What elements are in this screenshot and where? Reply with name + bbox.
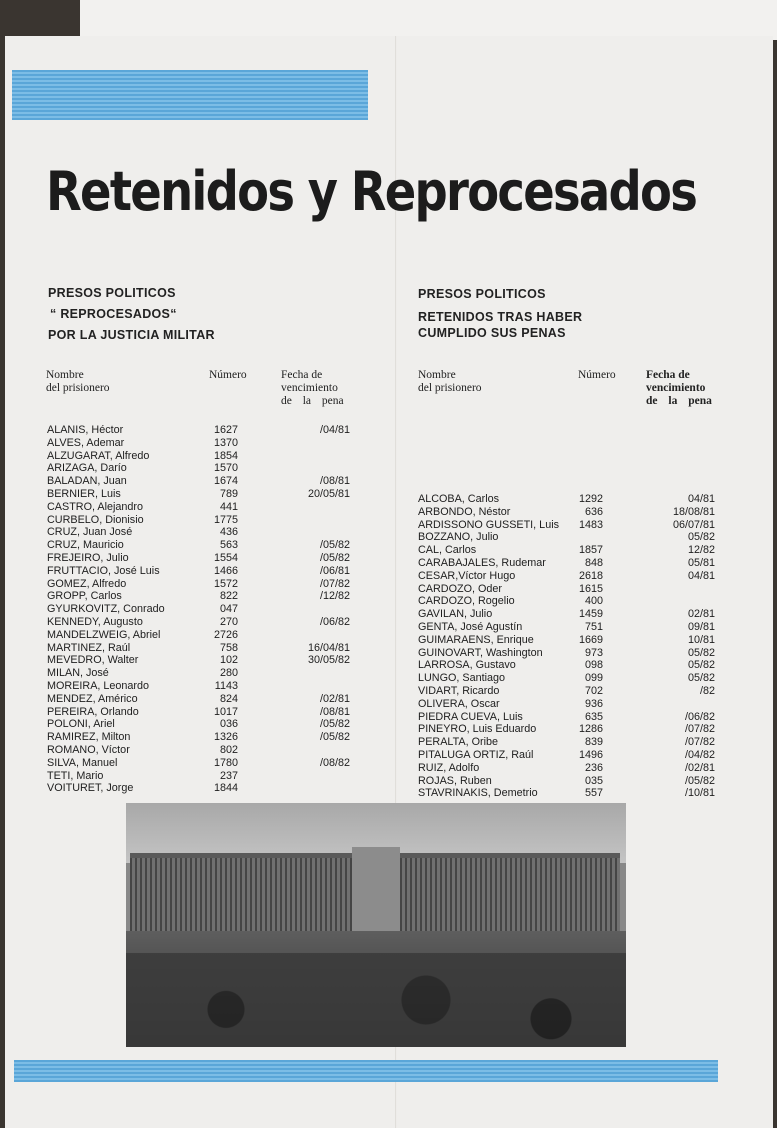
sentence-end-date: /08/81 [319, 475, 350, 488]
prisoner-row [418, 775, 718, 788]
prisoner-row [418, 711, 718, 724]
prisoner-row [47, 693, 357, 706]
prisoner-row [418, 698, 718, 711]
prisoner-name: GUINOVART, Washington [418, 646, 543, 659]
sentence-end-date: /05/82 [319, 539, 350, 552]
prisoner-row [47, 654, 357, 667]
sentence-end-date: 04/81 [687, 569, 715, 582]
prisoner-number: 270 [219, 615, 238, 628]
prisoner-name: CASTRO, Alejandro [47, 500, 144, 513]
prisoner-number: 824 [219, 692, 238, 705]
prisoner-name: MANDELZWEIG, Abriel [47, 628, 161, 641]
prisoner-name: CESAR,Víctor Hugo [418, 569, 516, 582]
sentence-end-date: /07/82 [684, 723, 715, 736]
prisoner-row [418, 608, 718, 621]
right-prisoner-list [418, 493, 718, 800]
prisoner-row [47, 770, 357, 783]
prisoner-name: STAVRINAKIS, Demetrio [418, 787, 538, 800]
left-col-date-header [281, 369, 344, 408]
sentence-end-date: 12/82 [687, 544, 715, 557]
prisoner-number: 751 [584, 620, 603, 633]
prisoner-row [47, 590, 357, 603]
prisoner-row [47, 424, 357, 437]
prisoner-number: 802 [219, 743, 238, 756]
bottom-blue-banner [14, 1060, 718, 1082]
prisoner-number: 1572 [213, 577, 238, 590]
prisoner-number: 1674 [213, 475, 238, 488]
left-col-name-line-2: del prisionero [46, 382, 110, 394]
prisoner-number: 563 [219, 539, 238, 552]
prisoner-name: ALANIS, Héctor [47, 424, 124, 436]
prisoner-name: BOZZANO, Julio [418, 531, 499, 544]
prisoner-name: KENNEDY, Augusto [47, 615, 143, 628]
prisoner-row [47, 565, 357, 578]
sentence-end-date: 05/82 [687, 672, 715, 685]
prisoner-row [418, 621, 718, 634]
prisoner-row [47, 782, 357, 795]
prisoner-name: GOMEZ, Alfredo [47, 577, 127, 590]
prisoner-row [418, 659, 718, 672]
prisoner-name: BALADAN, Juan [47, 475, 127, 488]
prisoner-name: MEVEDRO, Walter [47, 654, 139, 667]
prisoner-name: PITALUGA ORTIZ, Raúl [418, 748, 534, 761]
sentence-end-date: 04/81 [687, 493, 715, 505]
sentence-end-date: /02/81 [684, 761, 715, 774]
prisoner-row [418, 544, 718, 557]
prisoner-name: ARBONDO, Néstor [418, 505, 511, 518]
sentence-end-date: 05/82 [687, 659, 715, 672]
prisoner-name: ARDISSONO GUSSETI, Luis [418, 518, 559, 531]
prisoner-number: 758 [219, 641, 238, 654]
prisoner-number: 036 [219, 718, 238, 731]
prisoner-row [47, 680, 357, 693]
prisoner-name: ALCOBA, Carlos [418, 493, 500, 505]
sentence-end-date: /82 [699, 684, 715, 697]
sentence-end-date: /05/82 [684, 774, 715, 787]
prisoner-row [47, 539, 357, 552]
prisoner-name: CARDOZO, Oder [418, 582, 502, 595]
sentence-end-date: 20/05/81 [307, 487, 350, 500]
sentence-end-date: /08/82 [319, 756, 350, 769]
prisoner-row [47, 501, 357, 514]
prisoner-name: VOITURET, Jorge [47, 782, 134, 795]
right-col-name-line-1: Nombre [418, 369, 456, 381]
prisoner-number: 237 [219, 769, 238, 782]
prisoner-row [418, 672, 718, 685]
sentence-end-date: /05/82 [319, 718, 350, 731]
prisoner-name: ALZUGARAT, Alfredo [47, 449, 150, 462]
prisoner-row [418, 583, 718, 596]
prisoner-row [418, 787, 718, 800]
prisoner-name: OLIVERA, Oscar [418, 697, 500, 710]
prisoner-name: RAMIREZ, Milton [47, 731, 131, 744]
prisoner-row [418, 647, 718, 660]
sentence-end-date: /06/82 [684, 710, 715, 723]
prisoner-number: 099 [584, 672, 603, 685]
prisoner-row [418, 736, 718, 749]
prisoner-row [418, 557, 718, 570]
left-col-name-line-1: Nombre [46, 369, 84, 381]
right-heading-line-2: RETENIDOS TRAS HABER [418, 310, 583, 324]
prisoner-row [418, 570, 718, 583]
prisoner-number: 1627 [213, 424, 238, 436]
left-heading-line-1: PRESOS POLITICOS [48, 286, 176, 300]
prisoner-number: 1143 [214, 679, 238, 692]
right-col-date-header [646, 369, 712, 408]
prisoner-name: CURBELO, Dionisio [47, 513, 144, 526]
prisoner-row [47, 731, 357, 744]
left-prisoner-list [47, 424, 357, 795]
prisoner-number: 035 [584, 774, 603, 787]
top-blue-banner [12, 70, 368, 120]
prisoner-name: CAL, Carlos [418, 544, 477, 557]
photo-central-tower [352, 847, 400, 933]
prisoner-name: MENDEZ, Américo [47, 692, 138, 705]
prisoner-name: LARROSA, Gustavo [418, 659, 516, 672]
prisoner-number: 1570 [213, 462, 238, 475]
prisoner-name: LUNGO, Santiago [418, 672, 506, 685]
sentence-end-date: 10/81 [687, 633, 715, 646]
sentence-end-date: /02/81 [319, 692, 350, 705]
prisoner-number: 1554 [213, 551, 238, 564]
left-col-date-line-3: de la pena [281, 395, 344, 407]
left-col-num-header: Número [209, 369, 247, 381]
prisoner-name: ARIZAGA, Darío [47, 462, 127, 475]
prisoner-number: 1326 [213, 731, 238, 744]
prisoner-number: 1669 [578, 633, 603, 646]
prisoner-row [418, 519, 718, 532]
prisoner-number: 2618 [578, 569, 603, 582]
prisoner-name: FRUTTACIO, José Luis [47, 564, 160, 577]
prisoner-name: GROPP, Carlos [47, 590, 122, 603]
prisoner-number: 973 [584, 646, 603, 659]
prisoner-name: PEREIRA, Orlando [47, 705, 139, 718]
prisoner-name: GAVILAN, Julio [418, 608, 493, 621]
prisoner-row [47, 706, 357, 719]
sentence-end-date: /08/81 [319, 705, 350, 718]
sentence-end-date: 05/82 [687, 531, 715, 544]
prisoner-name: CRUZ, Mauricio [47, 539, 124, 552]
right-col-name-line-2: del prisionero [418, 382, 482, 394]
prisoner-name: PERALTA, Oribe [418, 736, 499, 749]
prisoner-number: 1483 [578, 518, 603, 531]
prisoner-row [47, 526, 357, 539]
page-title: Retenidos y Reprocesados [46, 160, 697, 223]
prisoner-number: 1844 [213, 782, 238, 795]
prisoner-number: 1857 [578, 544, 603, 557]
prisoner-row [47, 552, 357, 565]
sentence-end-date: /04/81 [319, 424, 350, 436]
left-col-date-line-1: Fecha de [281, 369, 323, 381]
left-col-name-header [46, 369, 110, 395]
prisoner-number: 557 [584, 787, 603, 800]
prisoner-number: 936 [584, 697, 603, 710]
right-heading-line-1: PRESOS POLITICOS [418, 287, 546, 301]
prisoner-row [47, 603, 357, 616]
prisoner-name: GENTA, José Agustín [418, 620, 523, 633]
prisoner-row [47, 757, 357, 770]
prisoner-row [47, 437, 357, 450]
sentence-end-date: /07/82 [319, 577, 350, 590]
prisoner-number: 047 [219, 603, 238, 616]
prisoner-number: 848 [584, 556, 603, 569]
prisoner-row [47, 744, 357, 757]
prisoner-name: ROJAS, Ruben [418, 774, 492, 787]
left-heading-line-3: POR LA JUSTICIA MILITAR [48, 328, 215, 342]
prisoner-name: MARTINEZ, Raúl [47, 641, 131, 654]
prisoner-name: PINEYRO, Luis Eduardo [418, 723, 537, 736]
left-section-heading [48, 283, 215, 346]
right-col-date-line-1: Fecha de [646, 369, 690, 381]
right-col-num-header: Número [578, 369, 616, 381]
prisoner-row [418, 595, 718, 608]
prisoner-row [47, 462, 357, 475]
prisoner-name: FREJEIRO, Julio [47, 551, 129, 564]
prisoner-number: 636 [584, 505, 603, 518]
prisoner-number: 1466 [213, 564, 238, 577]
prisoner-number: 789 [219, 487, 238, 500]
prisoner-number: 1496 [578, 748, 603, 761]
prisoner-number: 098 [584, 659, 603, 672]
prisoner-number: 2726 [213, 628, 238, 641]
prisoner-number: 236 [584, 761, 603, 774]
sentence-end-date: 30/05/82 [307, 654, 350, 667]
sentence-end-date: 05/81 [687, 556, 715, 569]
prisoner-name: VIDART, Ricardo [418, 684, 500, 697]
prisoner-name: TETI, Mario [47, 769, 104, 782]
prisoner-row [418, 506, 718, 519]
sentence-end-date: /04/82 [684, 748, 715, 761]
prisoner-name: RUIZ, Adolfo [418, 761, 480, 774]
prisoner-row [47, 667, 357, 680]
right-section-heading [418, 284, 582, 341]
sentence-end-date: /05/82 [319, 551, 350, 564]
prisoner-number: 1286 [578, 723, 603, 736]
prisoner-name: MILAN, José [47, 667, 109, 680]
right-col-date-line-2: vencimiento [646, 382, 706, 394]
prisoner-row [47, 475, 357, 488]
left-heading-line-2: “ REPROCESADOS“ [50, 307, 177, 321]
prisoner-name: GYURKOVITZ, Conrado [47, 603, 165, 616]
prisoner-row [418, 493, 718, 506]
photo-trees [126, 953, 626, 1047]
prisoner-row [47, 718, 357, 731]
prisoner-row [418, 749, 718, 762]
prisoner-row [47, 488, 357, 501]
prisoner-name: ROMANO, Víctor [47, 743, 130, 756]
prisoner-name: PIEDRA CUEVA, Luis [418, 710, 523, 723]
prisoner-number: 1780 [213, 756, 238, 769]
sentence-end-date: 18/08/81 [672, 505, 715, 518]
prisoner-number: 1775 [213, 513, 238, 526]
prisoner-name: CRUZ, Juan José [47, 526, 133, 539]
prisoner-row [418, 685, 718, 698]
prisoner-number: 1615 [578, 582, 603, 595]
prisoner-name: MOREIRA, Leonardo [47, 679, 150, 692]
prisoner-row [418, 531, 718, 544]
prisoner-row [418, 723, 718, 736]
prisoner-row [418, 634, 718, 647]
prisoner-number: 1292 [578, 493, 603, 505]
prisoner-row [418, 762, 718, 775]
prisoner-number: 102 [219, 654, 238, 667]
prisoner-number: 1017 [213, 705, 238, 718]
prisoner-row [47, 629, 357, 642]
right-col-name-header [418, 369, 482, 395]
sentence-end-date: /06/81 [319, 564, 350, 577]
prison-building-photo [126, 803, 626, 1047]
prisoner-row [47, 514, 357, 527]
prisoner-number: 702 [584, 684, 603, 697]
sentence-end-date: /12/82 [319, 590, 350, 603]
prisoner-row [47, 450, 357, 463]
prisoner-number: 635 [584, 710, 603, 723]
right-heading-line-3: CUMPLIDO SUS PENAS [418, 326, 566, 340]
prisoner-number: 839 [584, 736, 603, 749]
prisoner-name: GUIMARAENS, Enrique [418, 633, 534, 646]
sentence-end-date: /06/82 [319, 615, 350, 628]
prisoner-number: 822 [219, 590, 238, 603]
sentence-end-date: 05/82 [687, 646, 715, 659]
sentence-end-date: /07/82 [684, 736, 715, 749]
prisoner-number: 280 [219, 667, 238, 680]
right-col-date-line-3: de la pena [646, 395, 712, 407]
prisoner-number: 1459 [578, 608, 603, 621]
prisoner-number: 1854 [213, 449, 238, 462]
sentence-end-date: /05/82 [319, 731, 350, 744]
sentence-end-date: 06/07/81 [672, 518, 715, 531]
prisoner-number: 400 [584, 595, 603, 608]
prisoner-number: 441 [219, 500, 238, 513]
prisoner-row [47, 616, 357, 629]
prisoner-name: POLONI, Ariel [47, 718, 115, 731]
sentence-end-date: 16/04/81 [307, 641, 350, 654]
sentence-end-date: 02/81 [687, 608, 715, 621]
prisoner-row [47, 642, 357, 655]
prisoner-name: CARDOZO, Rogelio [418, 595, 515, 608]
sentence-end-date: 09/81 [687, 620, 715, 633]
prisoner-number: 436 [219, 526, 238, 539]
prisoner-name: SILVA, Manuel [47, 756, 118, 769]
background-strip [80, 0, 777, 40]
prisoner-name: ALVES, Ademar [47, 436, 125, 449]
sentence-end-date: /10/81 [684, 787, 715, 800]
prisoner-number: 1370 [213, 436, 238, 449]
left-col-date-line-2: vencimiento [281, 382, 338, 394]
prisoner-name: CARABAJALES, Rudemar [418, 556, 546, 569]
prisoner-row [47, 578, 357, 591]
prisoner-name: BERNIER, Luis [47, 487, 121, 500]
